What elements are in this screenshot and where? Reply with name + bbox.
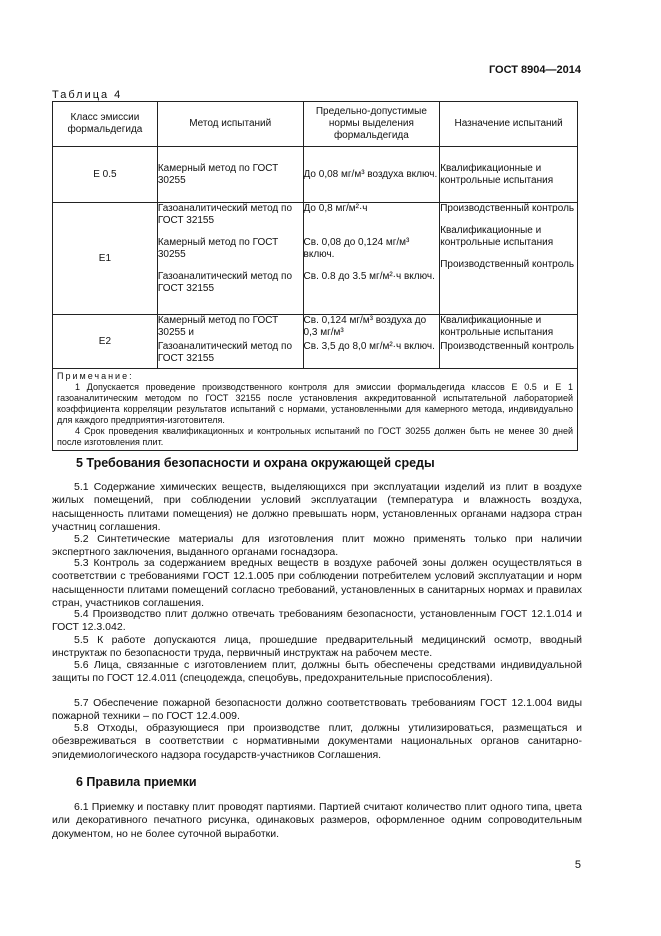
method-text: Газоаналитический метод по ГОСТ 32155 <box>157 203 293 226</box>
paragraph: 5.1 Содержание химических веществ, выделяющихся при эксплуатации изделий из плит в воздухе жилых помещений, при соблюдении условий эксплуатации (температура и влажность воздуха, насыщенность плитами помещения) не должно превышать норм, установленных органами надзора стран участниц соглашения. <box>52 481 582 533</box>
norm-text: Св. 0,08 до 0,124 мг/м³ включ. <box>303 237 410 260</box>
paragraph: 5.4 Производство плит должно отвечать требованиям безопасности, установленным ГОСТ 12.1.014 и ГОСТ 12.3.042. <box>52 608 582 634</box>
norm-text: Св. 3,5 до 8,0 мг/м²·ч включ. <box>303 341 435 352</box>
method-text: Газоаналитический метод по ГОСТ 32155 <box>157 271 293 294</box>
document-code-header: ГОСТ 8904—2014 <box>488 64 581 76</box>
emission-class-cell: Е2 <box>53 315 158 369</box>
column-header: Предельно-допустимые нормы выделения формальдегида <box>303 102 440 147</box>
table-caption: Таблица 4 <box>52 89 123 101</box>
note-item: 4 Срок проведения квалификационных и контрольных испытаний по ГОСТ 30255 должен быть не менее 30 дней после изготовления плит. <box>57 426 573 447</box>
norm-cell <box>303 203 440 315</box>
norm-cell <box>303 315 440 369</box>
method-cell <box>157 315 303 369</box>
section-5-title: 5 Требования безопасности и охрана окружающей среды <box>76 456 435 470</box>
norm-cell <box>303 147 440 203</box>
paragraph: 6.1 Приемку и поставку плит проводят партиями. Партией считают количество плит одного типа, цвета или декоративного печатного рисунка, одинаковых размеров, оформленное одним сопроводительным документом, но не более суточной выработки. <box>52 801 582 840</box>
table-row <box>53 315 578 369</box>
purpose-cell <box>440 147 578 203</box>
table-row <box>53 203 578 315</box>
purpose-text: Производственный контроль <box>440 203 575 214</box>
note-item: 1 Допускается проведение производственного контроля для эмиссии формальдегида классов Е 0.5 и Е 1 газоаналитическим методом по ГОСТ 32155 после установления аккредитованной испытательной лабораторией коэффициента корреляции результатов испытаний с нормами, установленными для камерного метода, индивидуально для каждого предприятия-изготовителя. <box>57 382 573 425</box>
method-cell <box>157 203 303 315</box>
paragraph: 5.6 Лица, связанные с изготовлением плит, должны быть обеспечены средствами индивидуальной защиты по ГОСТ 12.4.011 (спецодежда, спецобувь, предохранительные приспособления). <box>52 659 582 685</box>
table-notes <box>53 369 578 451</box>
method-text: Камерный метод по ГОСТ 30255 <box>157 237 279 260</box>
purpose-text: Квалификационные и контрольные испытания <box>440 225 554 248</box>
page-number: 5 <box>574 859 581 871</box>
method-text: Газоаналитический метод по ГОСТ 32155 <box>157 341 293 364</box>
table-row <box>53 147 578 203</box>
paragraph: 5.7 Обеспечение пожарной безопасности должно соответствовать требованиям ГОСТ 12.1.004 виды пожарной техники – по ГОСТ 12.4.009. <box>52 697 582 723</box>
paragraph: 5.2 Синтетические материалы для изготовления плит можно применять только при наличии экспертного заключения, выданного органами госнадзора. <box>52 533 582 559</box>
column-header: Класс эмиссии формальдегида <box>53 102 158 147</box>
norm-text: Св. 0,124 мг/м³ воздуха до 0,3 мг/м³ <box>303 315 427 338</box>
paragraph: 5.3 Контроль за содержанием вредных веществ в воздухе рабочей зоны должен осуществляться в соответствии с требованиями ГОСТ 12.1.005 при соблюдении потребителем условий эксплуатации и норм насыщенности плитами помещений согласно требований, установленных в санитарных нормах и правилах стран, участников соглашения. <box>52 557 582 609</box>
paragraph: 5.5 К работе допускаются лица, прошедшие предварительный медицинский осмотр, вводный инструктаж по безопасности труда, первичный инструктаж на рабочем месте. <box>52 634 582 660</box>
purpose-text: Производственный контроль <box>440 259 575 270</box>
purpose-text: Квалификационные и контрольные испытания <box>440 315 554 338</box>
emission-class-cell: Е1 <box>53 203 158 315</box>
column-header: Назначение испытаний <box>440 102 578 147</box>
norm-text: Св. 0.8 до 3.5 мг/м²·ч включ. <box>303 271 435 282</box>
purpose-text: Квалификационные и контрольные испытания <box>440 162 554 186</box>
norm-text: До 0,8 мг/м²·ч <box>303 203 368 214</box>
method-text: Камерный метод по ГОСТ 30255 и <box>157 315 279 338</box>
purpose-cell <box>440 203 578 315</box>
norm-text: До 0,08 мг/м³ воздуха включ. <box>303 168 438 180</box>
paragraph: 5.8 Отходы, образующиеся при производстве плит, должны утилизироваться, размещаться и обезвреживаться в соответствии с нормативными документами национальных органов санитарно-эпидемиологического надзора государств-участников Соглашения. <box>52 722 582 761</box>
emission-class-cell: Е 0.5 <box>53 147 158 203</box>
emission-table <box>52 101 578 451</box>
notes-title: Примечание: <box>57 371 134 381</box>
method-text: Камерный метод по ГОСТ 30255 <box>157 162 279 186</box>
table-header-row <box>53 102 578 147</box>
method-cell <box>157 147 303 203</box>
table-notes-row <box>53 369 578 451</box>
section-6-title: 6 Правила приемки <box>76 775 197 789</box>
purpose-cell <box>440 315 578 369</box>
column-header: Метод испытаний <box>157 102 303 147</box>
purpose-text: Производственный контроль <box>440 341 575 352</box>
